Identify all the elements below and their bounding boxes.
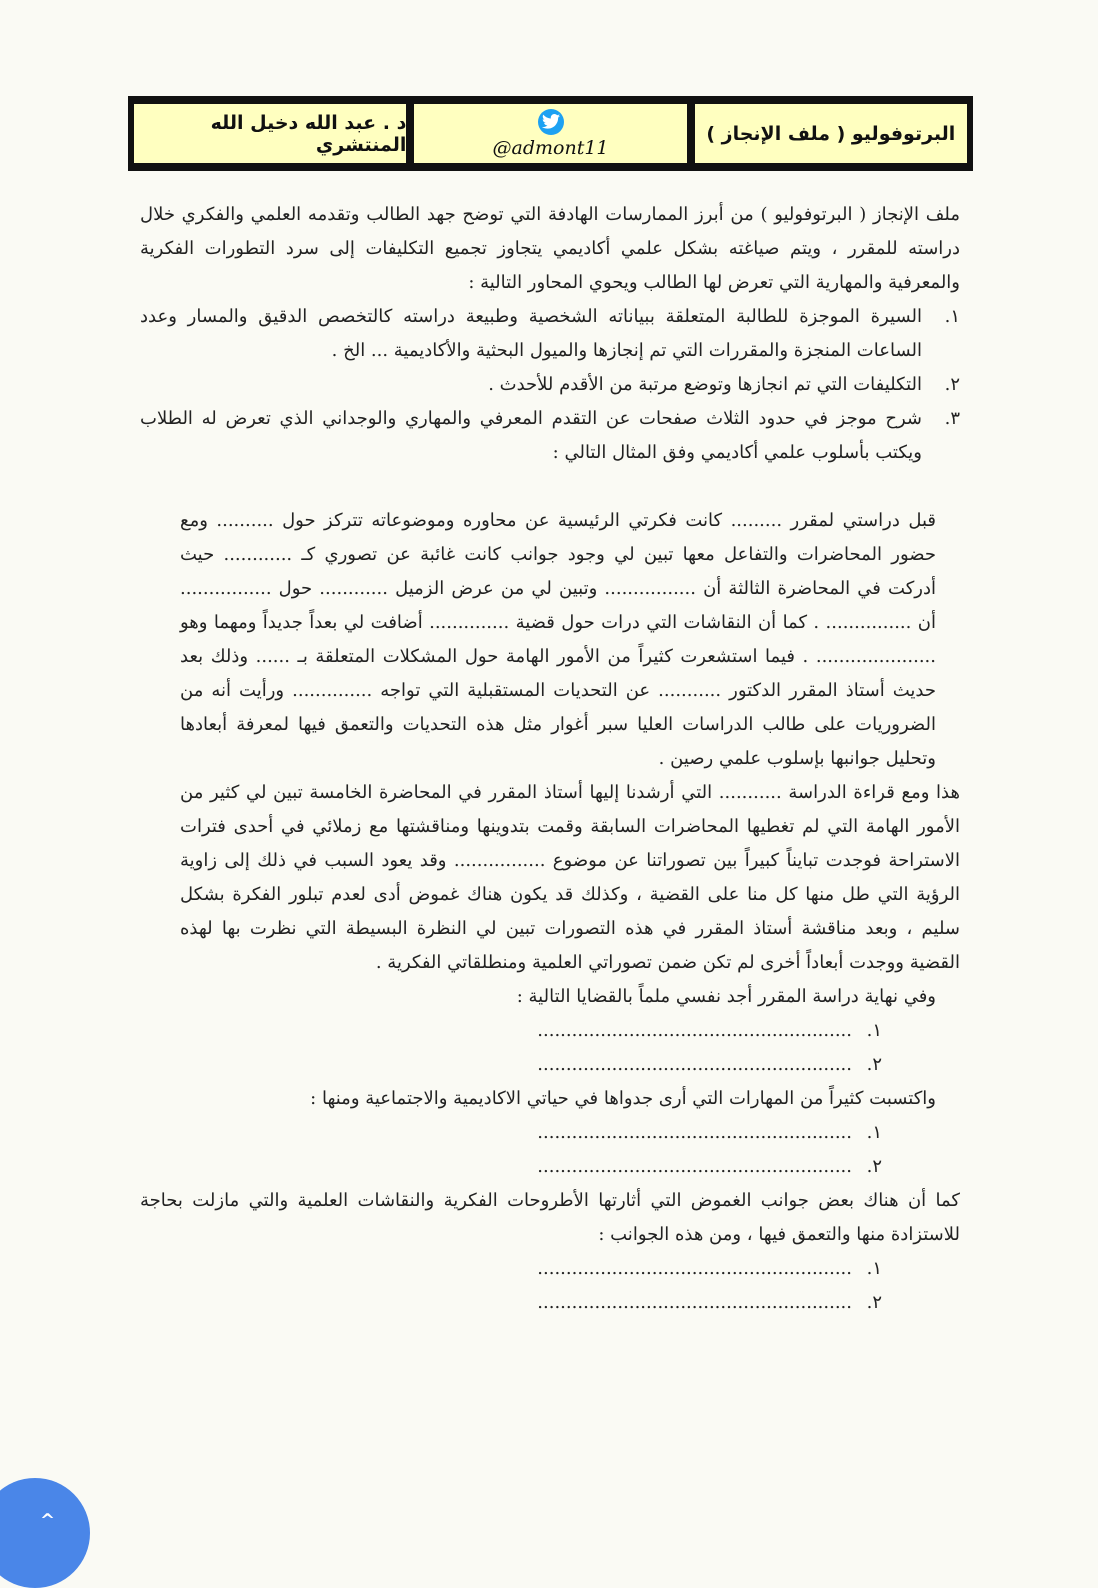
- twitter-icon: [538, 109, 564, 135]
- author-name: د . عبد الله دخيل الله المنتشري: [210, 111, 407, 156]
- list-item: ١. .......................................................: [537, 1122, 882, 1143]
- header-table: [128, 96, 973, 171]
- list-item: ٢. .......................................................: [537, 1156, 882, 1177]
- list-item: ١. .......................................................: [537, 1258, 882, 1279]
- list-item: ٣. شرح موجز في حدود الثلاث صفحات عن التقدم المعرفي والمهاري والوجداني الذي تعرض له الطلاب ويكتب بأسلوب علمي أكاديمي وفق المثال التالي :: [140, 408, 960, 463]
- scroll-up-button[interactable]: [0, 1478, 90, 1588]
- twitter-cell: [414, 104, 686, 163]
- author-cell: [134, 104, 406, 163]
- axes-list: [140, 300, 960, 470]
- portfolio-title: البرتوفوليو ( ملف الإنجاز ): [706, 122, 956, 145]
- sample-paragraph-1: قبل دراستي لمقرر ......... كانت فكرتي الرئيسية عن محاوره وموضوعاته تتركز حول .......... ومع حضور المحاضرات والتفاعل معها تبين لي وجود جوانب كانت غائبة عن تصوري كـ ............ حيث أدركت في المحاضرة الثالثة أن ................ وتبين لي من عرض الزميل ............ حول ................ أن ............... . كما أن النقاشات التي درات حول قضية .............. أضافت لي بعداً جديداً ومهما وهو ..................... . فيما استشعرت كثيراً من الأمور الهامة حول المشكلات المتعلقة بـ ...... وذلك بعد حديث أستاذ المقرر الدكتور ........... عن التحديات المستقبلية التي تواجه .............. ورأيت أنه من الضروريات على طالب الدراسات العليا سبر أغوار مثل هذه التحديات والتعمق فيها لمعرفة أبعادها وتحليل جوانبها بإسلوب علمي رصين .: [180, 510, 936, 769]
- sample-text: [140, 504, 960, 1184]
- title-cell: [695, 104, 967, 163]
- list-item: ٢. .......................................................: [537, 1054, 882, 1075]
- sample-paragraph-2: هذا ومع قراءة الدراسة ........... التي أرشدنا إليها أستاذ المقرر في المحاضرة الخامسة تبين لي كثير من الأمور الهامة التي لم تغطيها المحاضرات السابقة وقمت بتدوينها ومناقشتها مع زملائي في أحدى فترات الاستراحة فوجدت تبايناً كبيراً بين تصوراتنا عن موضوع ................ وقد يعود السبب في ذلك إلى زاوية الرؤية التي طل منها كل منا على القضية ، وكذلك قد يكون هناك غموض أدى لعدم تبلور الفكرة بشكل سليم ، وبعد مناقشة أستاذ المقرر في هذه التصورات تبين لي النظرة البسيطة التي نظرت بها لهذه القضية ووجدت أبعاداً أخرى لم تكن ضمن تصوراتي العلمية ومنطلقاتي الفكرية .: [180, 782, 960, 973]
- list-item: ١. .......................................................: [537, 1020, 882, 1041]
- twitter-handle[interactable]: @admont11: [492, 136, 609, 159]
- issues-intro: وفي نهاية دراسة المقرر أجد نفسي ملماً بالقضايا التالية :: [516, 986, 936, 1007]
- skills-intro: واكتسبت كثيراً من المهارات التي أرى جدواها في حياتي الاكاديمية والاجتماعية ومنها :: [310, 1088, 936, 1109]
- chevron-up-icon: ^: [40, 1510, 56, 1531]
- document-body: [140, 198, 960, 1320]
- list-item: ١. السيرة الموجزة للطالبة المتعلقة ببياناته الشخصية وطبيعة دراسته كالتخصص الدقيق والمسار وعدد الساعات المنجزة والمقررات التي تم إنجازها والميول البحثية والأكاديمية ... الخ .: [140, 306, 960, 361]
- ambiguity-intro: كما أن هناك بعض جوانب الغموض التي أثارتها الأطروحات الفكرية والنقاشات العلمية والتي مازلت بحاجة للاستزادة منها والتعمق فيها ، ومن هذه الجوانب :: [140, 1190, 960, 1245]
- list-item: ٢. التكليفات التي تم انجازها وتوضع مرتبة من الأقدم للأحدث .: [488, 374, 960, 395]
- intro-paragraph: ملف الإنجاز ( البرتوفوليو ) من أبرز الممارسات الهادفة التي توضح جهد الطالب وتقدمه العلمي والفكري خلال دراسته للمقرر ، ويتم صياغته بشكل علمي أكاديمي يتجاوز تجميع التكليفات إلى سرد التطورات الفكرية والمعرفية والمهارية التي تعرض لها الطالب ويحوي المحاور التالية :: [140, 204, 960, 293]
- list-item: ٢. .......................................................: [537, 1292, 882, 1313]
